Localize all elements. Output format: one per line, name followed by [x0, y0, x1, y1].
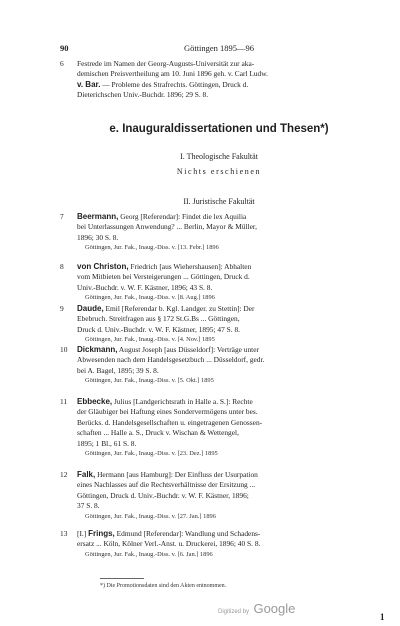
entry-number: 9: [60, 304, 64, 313]
entry-line: Julius [Landgerichtsrath in Halle a. S.]: Rechte: [112, 397, 253, 406]
entry-line: Univ.-Buchdr. v. W. F. Kästner, 1896; 43 S. 8.: [77, 282, 213, 292]
corner-mark: 1: [380, 612, 385, 622]
section-title: e. Inauguraldissertationen und Thesen*): [109, 123, 329, 135]
entry-line: Georg [Referendar]: Findet die lex Aquilia: [118, 212, 247, 221]
entry-line: Göttingen, Druck d. Univ.-Buchdr. v. W. F. Kästner, 1896;: [77, 490, 249, 500]
entry-prefix: [I.]: [77, 529, 89, 538]
entry-line: Emil [Referendar b. Kgl. Landger. zu Stettin]: Der: [103, 304, 255, 313]
faculty-note: Nichts erschienen: [176, 167, 262, 176]
entry-line: Druck d. Univ.-Buchdr. v. W. F. Kästner, 1895; 47 S. 8.: [77, 324, 240, 334]
entry-number: 10: [60, 345, 68, 354]
entry-line: vom Mitbieten bei Versteigerungen ... Göttingen, Druck d.: [77, 272, 250, 282]
entry-12: [60, 470, 378, 521]
watermark-logo-text: Google: [253, 601, 296, 616]
entry-line: Abwesenden nach dem Handelsgesetzbuch ... Düsseldorf, gedr.: [77, 355, 265, 365]
page-number: 90: [60, 43, 69, 53]
footnote: *) Die Promotionsdaten sind den Akten entnommen.: [100, 583, 227, 589]
footnote-rule: [100, 578, 144, 579]
entry-13: [60, 529, 378, 559]
digitized-watermark: [218, 600, 295, 618]
author-name: von Christon,: [77, 262, 129, 271]
entry-line: 1895; 1 Bl., 61 S. 8.: [77, 438, 137, 448]
entry-6: [60, 59, 378, 101]
entry-line: schaften ... Halle a. S., Druck v. Wischan & Wettengel,: [77, 428, 239, 438]
entry-note: Göttingen, Jur. Fak., Inaug.-Diss. v. [27. Jan.] 1896: [85, 512, 216, 520]
entry-number: 11: [60, 397, 68, 406]
entry-line: Ebebruch. Streitfragen aus § 172 St.G.Bs ... Göttingen,: [77, 314, 240, 324]
entry-note: Göttingen, Jur. Fak., Inaug.-Diss. v. [4. Nov.] 1895: [85, 336, 215, 344]
entry-line: bei A. Bagel, 1895; 39 S. 8.: [77, 365, 159, 375]
entry-number: 6: [60, 59, 64, 68]
entry-9: [60, 304, 378, 344]
author-name: Falk,: [77, 470, 96, 479]
author-name: v. Bar.: [77, 79, 101, 89]
entry-line: Dieterichschen Univ.-Buchdr. 1896; 29 S. 8.: [77, 90, 209, 100]
entry-number: 13: [60, 529, 68, 538]
entry-line: der Gläubiger bei Haftung eines Sondervermögens unter bes.: [77, 407, 258, 417]
entry-10: [60, 345, 378, 385]
entry-line: ersatz ... Köln, Kölner Verl.-Anst. u. Druckerei, 1896; 40 S. 8.: [77, 539, 261, 549]
author-name: Daude,: [77, 304, 104, 313]
entry-line: Edmund [Referendar]: Wandlung und Schadens-: [114, 529, 261, 538]
entry-note: Göttingen, Jur. Fak., Inaug.-Diss. v. [5. Okt.] 1895: [85, 377, 214, 385]
entry-line: — Probleme des Strafrechts. Göttingen, Druck d.: [100, 79, 249, 89]
entry-line: Friedrich [aus Wiehershausen]: Abhalten: [128, 262, 252, 271]
entry-8: [60, 262, 378, 302]
entry-11: [60, 397, 378, 458]
entry-number: 7: [60, 212, 64, 221]
entry-line: Hermann [aus Hamburg]: Der Einfluss der Usurpation: [95, 470, 258, 479]
entry-line: Festrede im Namen der Georg-Augusts-Universität zur aka-: [77, 59, 255, 68]
running-header: [60, 43, 378, 55]
author-name: Beermann,: [77, 212, 119, 221]
entry-note: Göttingen, Jur. Fak., Inaug.-Diss. v. [13. Febr.] 1896: [85, 244, 219, 252]
entry-note: Göttingen, Jur. Fak., Inaug.-Diss. v. [23. Dez.] 1895: [85, 450, 218, 458]
entry-note: Göttingen, Jur. Fak., Inaug.-Diss. v. [8. Aug.] 1896: [85, 294, 215, 302]
entry-line: 37 S. 8.: [77, 501, 100, 511]
entry-line: bei Unterlassungen Anwendung? ... Berlin, Mayor & Müller,: [77, 222, 257, 232]
author-name: Ebbecke,: [77, 397, 113, 406]
entry-line: August Joseph [aus Düsseldorf]: Verträge unter: [117, 345, 259, 354]
faculty-heading-law: II. Juristische Fakultät: [183, 197, 255, 206]
entry-note: Göttingen, Jur. Fak., Inaug.-Diss. v. [6. Jan.] 1896: [85, 550, 213, 558]
entry-number: 12: [60, 470, 68, 479]
faculty-heading-theology: I. Theologische Fakultät: [180, 152, 258, 161]
entry-line: Berücks. d. Handelsgesellschaften u. eingetragenen Genossen-: [77, 417, 263, 427]
entry-line: demischen Preisvertheilung am 10. Juni 1896 geh. v. Carl Ludw.: [77, 69, 268, 79]
author-name: Frings,: [88, 529, 115, 538]
entry-number: 8: [60, 262, 64, 271]
entry-line: eines Nachlasses auf die Rechtsverhältnisse der Ersitzung ...: [77, 480, 256, 490]
entry-7: [60, 212, 378, 252]
entry-line: 1896; 30 S. 8.: [77, 232, 119, 242]
author-name: Dickmann,: [77, 345, 118, 354]
running-title: Göttingen 1895—96: [183, 43, 255, 53]
watermark-small-text: Digitized by: [218, 609, 250, 615]
